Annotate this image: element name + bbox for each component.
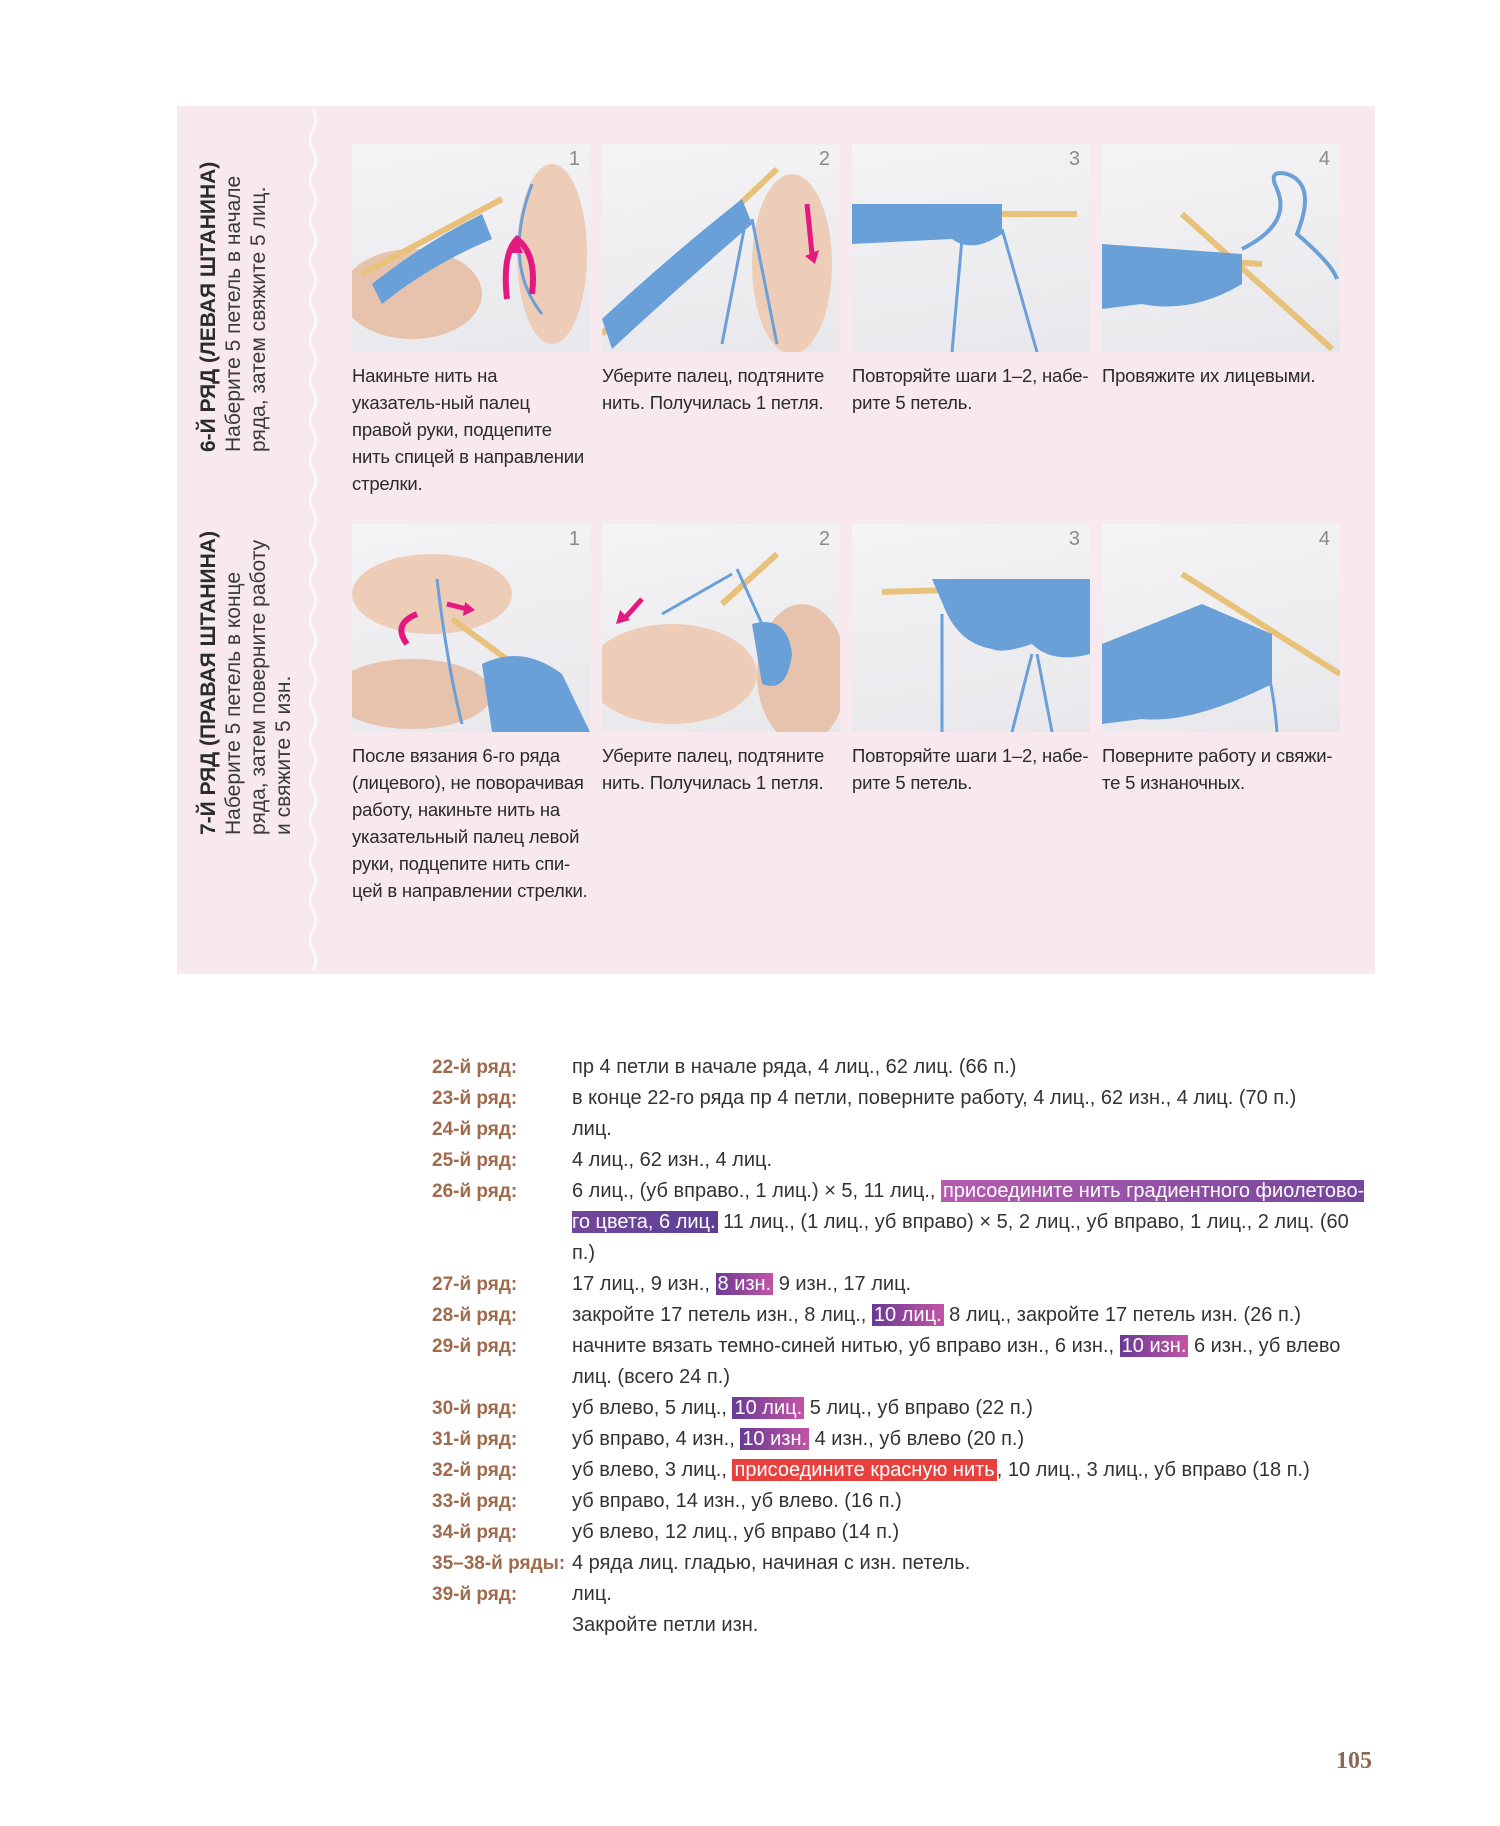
row-text (572, 1517, 1372, 1548)
row-instruction (432, 1486, 1372, 1517)
section1-heading (196, 132, 296, 452)
row-text-part: начните вязать темно-синей нитью, уб вправо изн., 6 изн., (572, 1335, 1120, 1357)
step-number: 4 (1318, 528, 1330, 550)
row-text-part: 11 лиц., (1 лиц., уб вправо) × 5, 2 лиц., уб вправо, 1 лиц., 2 лиц. (60 п.) (572, 1211, 1349, 1264)
step-number: 2 (818, 528, 830, 550)
row-instruction (432, 1176, 1372, 1269)
row-label: 27-й ряд: (432, 1274, 518, 1295)
knitting-photo (1102, 144, 1340, 352)
row-instruction (432, 1052, 1372, 1083)
row-label: 35–38-й ряды: (432, 1553, 566, 1574)
section1-subtitle: Наберите 5 петель в начале ряда, затем свяжите 5 лиц. (222, 175, 270, 452)
row-label: 34-й ряд: (432, 1522, 518, 1543)
row-text (572, 1176, 1372, 1269)
knitting-photo (852, 144, 1090, 352)
row-label: 32-й ряд: (432, 1460, 518, 1481)
row-text-part: уб влево, 5 лиц., (572, 1397, 733, 1419)
row-text-part: пр 4 петли в начале ряда, 4 лиц., 62 лиц. (66 п.) (572, 1056, 1017, 1078)
s2-step-4 (1102, 524, 1340, 796)
row-text-part: уб влево, 3 лиц., (572, 1459, 733, 1481)
highlighted-text: 10 изн. (1121, 1335, 1187, 1357)
row-text-part: уб вправо, 4 изн., (572, 1428, 741, 1450)
step-number: 2 (818, 148, 830, 170)
row-instruction (432, 1610, 1372, 1641)
row-text-part: уб влево, 12 лиц., уб вправо (14 п.) (572, 1521, 900, 1543)
row-instruction (432, 1300, 1372, 1331)
row-instruction (432, 1331, 1372, 1393)
row-text-part: закройте 17 петель изн., 8 лиц., (572, 1304, 872, 1326)
row-label: 24-й ряд: (432, 1119, 518, 1140)
row-text-part: 5 лиц., уб вправо (22 п.) (804, 1397, 1033, 1419)
row-text (572, 1331, 1372, 1393)
knitting-photo (352, 144, 590, 352)
row-label (432, 1610, 572, 1641)
step-caption: Провяжите их лицевыми. (1102, 365, 1316, 386)
row-text (572, 1300, 1372, 1331)
step-caption: Уберите палец, подтяните нить. Получилась 1 петля. (602, 745, 825, 793)
section2-title: 7-Й РЯД (ПРАВАЯ ШТАНИНА) (197, 531, 220, 835)
row-instruction (432, 1548, 1372, 1579)
s1-step-3 (852, 144, 1090, 416)
row-label: 28-й ряд: (432, 1305, 518, 1326)
row-text-part: 17 лиц., 9 изн., (572, 1273, 716, 1295)
row-text (572, 1455, 1372, 1486)
section1-title: 6-Й РЯД (ЛЕВАЯ ШТАНИНА) (197, 161, 220, 452)
s2-step-1 (352, 524, 590, 904)
row-instruction (432, 1517, 1372, 1548)
row-text-part: 8 лиц., закройте 17 петель изн. (26 п.) (943, 1304, 1301, 1326)
row-label: 29-й ряд: (432, 1336, 518, 1357)
row-text-part: 6 лиц., (уб вправо., 1 лиц.) × 5, 11 лиц., (572, 1180, 941, 1202)
knitting-photo (852, 524, 1090, 732)
step-caption: Повторяйте шаги 1–2, набе-рите 5 петель. (852, 745, 1089, 793)
step-caption: После вязания 6-го ряда (лицевого), не поворачивая работу, накиньте нить на указательный палец левой руки, подцепите нить спи-цей в направлении стрелки. (352, 745, 588, 901)
row-label: 30-й ряд: (432, 1398, 518, 1419)
row-instruction (432, 1393, 1372, 1424)
row-label: 33-й ряд: (432, 1491, 518, 1512)
step-number: 3 (1068, 528, 1080, 550)
row-text-part: лиц. (572, 1583, 612, 1605)
knitting-photo (602, 144, 840, 352)
row-label: 39-й ряд: (432, 1584, 518, 1605)
s2-step-3 (852, 524, 1090, 796)
row-label: 26-й ряд: (432, 1181, 518, 1202)
step-caption: Уберите палец, подтяните нить. Получилась 1 петля. (602, 365, 825, 413)
wavy-divider (307, 110, 319, 970)
row-instruction (432, 1269, 1372, 1300)
s1-step-4 (1102, 144, 1340, 389)
row-instruction (432, 1145, 1372, 1176)
highlighted-text: присоедините красную нить (734, 1459, 995, 1481)
s2-step-2 (602, 524, 840, 796)
row-instruction (432, 1114, 1372, 1145)
knitting-photo (352, 524, 590, 732)
row-instruction (432, 1083, 1372, 1114)
row-text-part: Закройте петли изн. (572, 1614, 759, 1636)
row-instructions (432, 1052, 1372, 1641)
s1-step-2 (602, 144, 840, 416)
knitting-photo (1102, 524, 1340, 732)
page-number: 105 (1336, 1748, 1372, 1774)
row-text-part: 4 ряда лиц. гладью, начиная с изн. петель. (572, 1552, 971, 1574)
step-number: 3 (1068, 148, 1080, 170)
row-text-part: 9 изн., 17 лиц. (773, 1273, 912, 1295)
highlighted-text: 10 лиц. (734, 1397, 803, 1419)
row-text (572, 1052, 1372, 1083)
section2-heading (196, 525, 296, 835)
row-text-part: 6 изн., уб влево лиц. (всего 24 п.) (572, 1335, 1341, 1388)
step-number: 1 (568, 148, 580, 170)
row-text-part: в конце 22-го ряда пр 4 петли, поверните работу, 4 лиц., 62 изн., 4 лиц. (70 п.) (572, 1087, 1297, 1109)
s1-step-1 (352, 144, 590, 497)
row-text (572, 1393, 1372, 1424)
highlighted-text: 10 изн. (742, 1428, 808, 1450)
row-text (572, 1424, 1372, 1455)
row-text (572, 1145, 1372, 1176)
step-number: 1 (568, 528, 580, 550)
section2-subtitle: Наберите 5 петель в конце ряда, затем поверните работу и свяжите 5 изн. (222, 539, 295, 835)
row-instruction (432, 1424, 1372, 1455)
step-caption: Поверните работу и свяжи-те 5 изнаночных. (1102, 745, 1333, 793)
highlighted-text: 10 лиц. (873, 1304, 942, 1326)
row-label: 25-й ряд: (432, 1150, 518, 1171)
step-caption: Повторяйте шаги 1–2, набе-рите 5 петель. (852, 365, 1089, 413)
row-text (572, 1114, 1372, 1145)
row-instruction (432, 1455, 1372, 1486)
highlighted-text: присоедините нить градиентного фиолетово-го цвета, 6 лиц. (572, 1180, 1365, 1233)
row-label: 23-й ряд: (432, 1088, 518, 1109)
row-text (572, 1486, 1372, 1517)
row-text-part: 4 изн., уб влево (20 п.) (809, 1428, 1025, 1450)
row-text-part: лиц. (572, 1118, 612, 1140)
row-text-part: , 10 лиц., 3 лиц., уб вправо (18 п.) (996, 1459, 1310, 1481)
row-text (572, 1579, 1372, 1610)
row-text (572, 1269, 1372, 1300)
row-label: 22-й ряд: (432, 1057, 518, 1078)
row-text-part: уб вправо, 14 изн., уб влево. (16 п.) (572, 1490, 902, 1512)
step-number: 4 (1318, 148, 1330, 170)
highlighted-text: 8 изн. (717, 1273, 772, 1295)
row-label: 31-й ряд: (432, 1429, 518, 1450)
row-text (572, 1610, 1372, 1641)
row-text (572, 1083, 1372, 1114)
row-text-part: 4 лиц., 62 изн., 4 лиц. (572, 1149, 773, 1171)
row-instruction (432, 1579, 1372, 1610)
step-caption: Накиньте нить на указатель-ный палец правой руки, подцепите нить спицей в направлении стрелки. (352, 365, 584, 494)
knitting-photo (602, 524, 840, 732)
row-text (572, 1548, 1372, 1579)
